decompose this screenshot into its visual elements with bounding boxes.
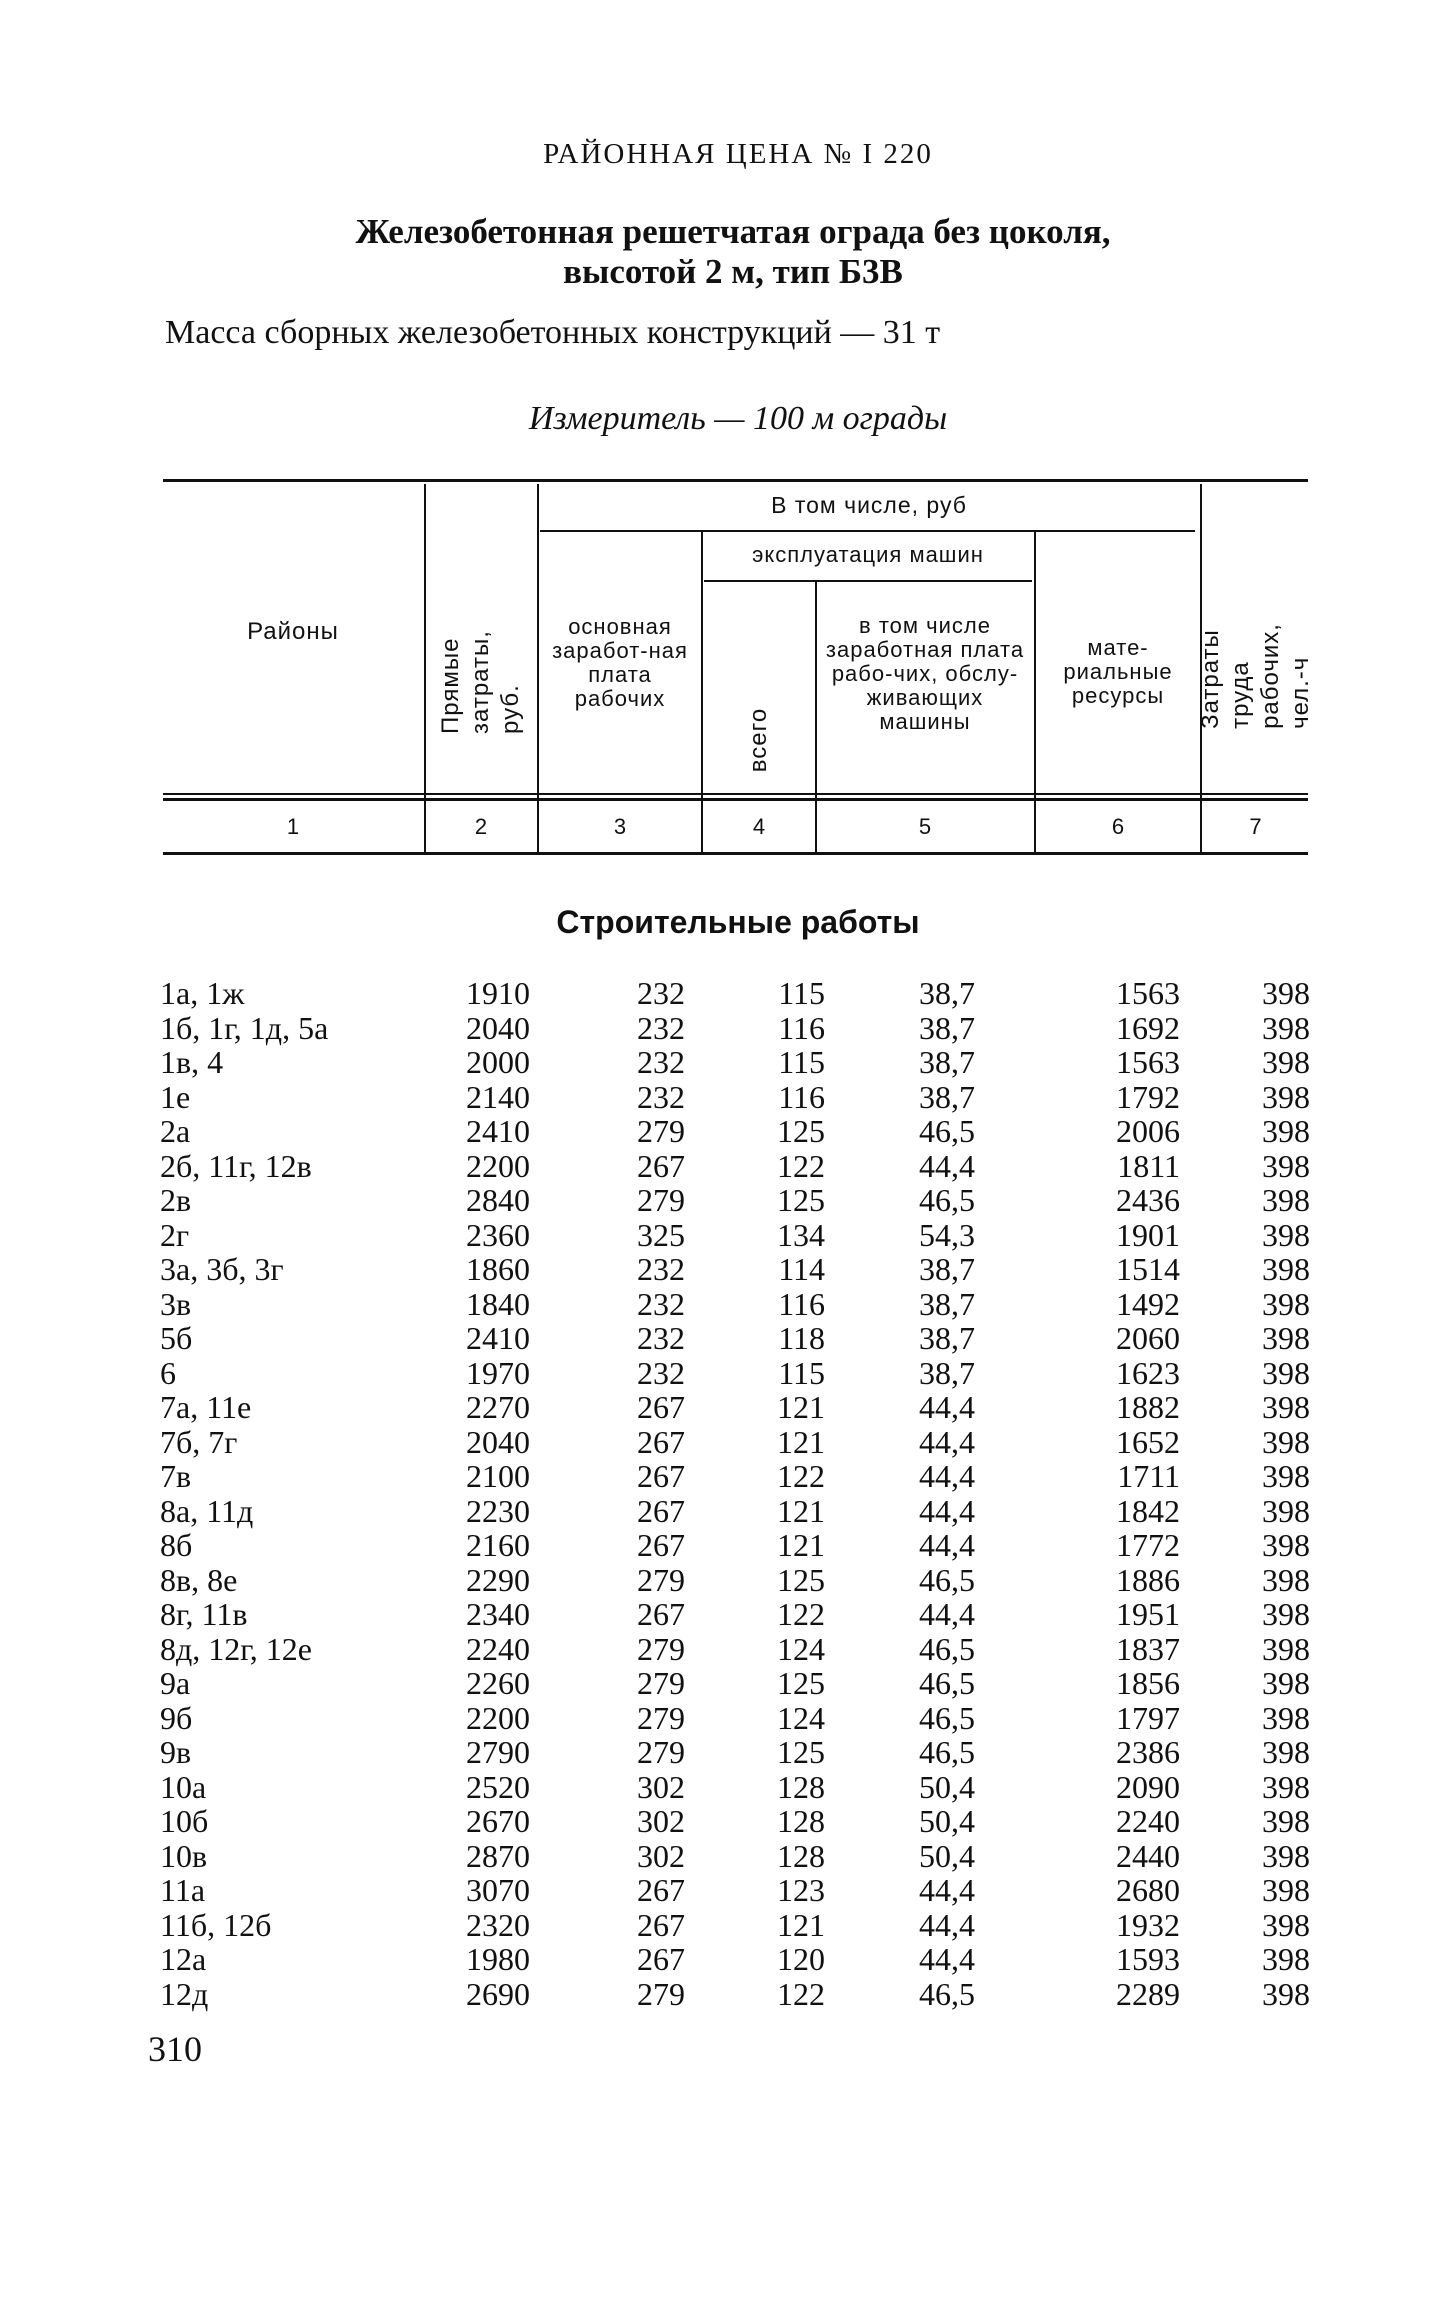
cell-region: 2а bbox=[160, 1113, 191, 1149]
cell-labor: 398 bbox=[1262, 1078, 1310, 1115]
cell-materials: 2090 bbox=[1116, 1768, 1180, 1805]
cell-materials: 1837 bbox=[1116, 1630, 1180, 1667]
cell-machines-total: 128 bbox=[777, 1768, 825, 1805]
cell-machine-wages: 44,4 bbox=[919, 1527, 975, 1563]
cell-machine-wages: 50,4 bbox=[919, 1803, 975, 1839]
cell-machine-wages: 44,4 bbox=[919, 1147, 975, 1184]
cell-labor: 398 bbox=[1262, 1527, 1310, 1563]
cell-region: 5б bbox=[160, 1320, 193, 1356]
cell-wages: 267 bbox=[637, 1389, 685, 1425]
cell-machines-total: 115 bbox=[778, 1354, 825, 1391]
cell-direct-costs: 2340 bbox=[466, 1596, 530, 1632]
cell-materials: 1563 bbox=[1116, 975, 1180, 1011]
table-row bbox=[0, 1390, 1446, 1424]
cell-direct-costs: 2230 bbox=[466, 1492, 530, 1529]
meter-text: Измеритель — 100 м ограды bbox=[528, 400, 948, 437]
cell-machines-total: 121 bbox=[777, 1389, 825, 1425]
cell-materials: 1652 bbox=[1116, 1423, 1180, 1460]
cell-machine-wages: 38,7 bbox=[919, 975, 975, 1011]
cell-labor: 398 bbox=[1262, 1009, 1310, 1046]
col-number-6: 6 bbox=[1111, 814, 1125, 839]
table-row bbox=[0, 1942, 1446, 1976]
section-title: Строительные работы bbox=[556, 904, 920, 940]
col-number-3: 3 bbox=[613, 814, 627, 839]
cell-wages: 302 bbox=[637, 1803, 685, 1839]
cell-labor: 398 bbox=[1262, 1251, 1310, 1287]
cell-materials: 1692 bbox=[1116, 1009, 1180, 1046]
cell-machines-total: 123 bbox=[777, 1872, 825, 1908]
cell-machines-total: 121 bbox=[777, 1906, 825, 1943]
cell-wages: 232 bbox=[637, 1354, 685, 1391]
cell-machines-total: 122 bbox=[777, 1596, 825, 1632]
cell-wages: 267 bbox=[637, 1423, 685, 1460]
table-row bbox=[0, 1597, 1446, 1631]
group-header: В том числе, руб bbox=[771, 492, 967, 518]
cell-labor: 398 bbox=[1262, 1182, 1310, 1218]
cell-machine-wages: 54,3 bbox=[919, 1216, 975, 1253]
cell-machines-total: 114 bbox=[778, 1251, 825, 1287]
cell-materials: 1563 bbox=[1116, 1044, 1180, 1080]
cell-machine-wages: 46,5 bbox=[919, 1113, 975, 1149]
cell-region: 3а, 3б, 3г bbox=[160, 1251, 284, 1287]
cell-wages: 279 bbox=[637, 1699, 685, 1736]
col-number-1: 1 bbox=[286, 814, 300, 839]
cell-direct-costs: 2160 bbox=[466, 1527, 530, 1563]
cell-direct-costs: 2290 bbox=[466, 1561, 530, 1598]
cell-direct-costs: 2360 bbox=[466, 1216, 530, 1253]
cell-labor: 398 bbox=[1262, 1941, 1310, 1977]
cell-region: 7а, 11е bbox=[160, 1389, 252, 1425]
cell-direct-costs: 2100 bbox=[466, 1458, 530, 1494]
cell-machines-total: 124 bbox=[777, 1699, 825, 1736]
cell-machine-wages: 50,4 bbox=[919, 1768, 975, 1805]
cell-wages: 279 bbox=[637, 1734, 685, 1770]
cell-wages: 267 bbox=[637, 1458, 685, 1494]
table-row bbox=[0, 1183, 1446, 1217]
cell-wages: 279 bbox=[637, 1630, 685, 1667]
col-number-7: 7 bbox=[1249, 814, 1262, 839]
cell-machine-wages: 44,4 bbox=[919, 1458, 975, 1494]
col-direct-costs-header bbox=[427, 570, 535, 790]
col-materials-header: мате-риальные ресурсы bbox=[1063, 635, 1173, 708]
group-underline bbox=[540, 530, 1195, 532]
machines-underline bbox=[704, 580, 1032, 582]
cell-direct-costs: 1980 bbox=[466, 1941, 530, 1977]
cell-direct-costs: 1840 bbox=[466, 1285, 530, 1322]
cell-machine-wages: 38,7 bbox=[919, 1354, 975, 1391]
cell-region: 7б, 7г bbox=[160, 1423, 238, 1460]
cell-materials: 1856 bbox=[1116, 1665, 1180, 1701]
cell-wages: 267 bbox=[637, 1941, 685, 1977]
table-row bbox=[0, 1701, 1446, 1735]
cell-direct-costs: 2410 bbox=[466, 1113, 530, 1149]
cell-direct-costs: 2200 bbox=[466, 1699, 530, 1736]
cell-direct-costs: 1860 bbox=[466, 1251, 530, 1287]
cell-wages: 279 bbox=[637, 1561, 685, 1598]
cell-direct-costs: 2040 bbox=[466, 1009, 530, 1046]
cell-machine-wages: 44,4 bbox=[919, 1872, 975, 1908]
cell-labor: 398 bbox=[1262, 1630, 1310, 1667]
cell-machine-wages: 44,4 bbox=[919, 1492, 975, 1529]
cell-machines-total: 121 bbox=[777, 1492, 825, 1529]
cell-machines-total: 116 bbox=[778, 1285, 825, 1322]
cell-direct-costs: 3070 bbox=[466, 1872, 530, 1908]
cell-materials: 1492 bbox=[1116, 1285, 1180, 1322]
cell-wages: 267 bbox=[637, 1147, 685, 1184]
table-row bbox=[0, 1666, 1446, 1700]
cell-labor: 398 bbox=[1262, 1699, 1310, 1736]
cell-direct-costs: 2040 bbox=[466, 1423, 530, 1460]
cell-materials: 2060 bbox=[1116, 1320, 1180, 1356]
table-row bbox=[0, 1804, 1446, 1838]
cell-region: 1е bbox=[160, 1078, 191, 1115]
page-header: РАЙОННАЯ ЦЕНА № I 220 bbox=[543, 138, 933, 170]
cell-labor: 398 bbox=[1262, 1975, 1310, 2012]
cell-labor: 398 bbox=[1262, 1561, 1310, 1598]
table-row bbox=[0, 1908, 1446, 1942]
cell-machines-total: 122 bbox=[777, 1147, 825, 1184]
col-labor-label: Затраты труда рабочих, чел.-ч bbox=[1196, 623, 1314, 729]
cell-wages: 302 bbox=[637, 1768, 685, 1805]
cell-machines-total: 124 bbox=[777, 1630, 825, 1667]
cell-wages: 267 bbox=[637, 1492, 685, 1529]
numbers-bottom-rule bbox=[163, 852, 1308, 855]
cell-machine-wages: 44,4 bbox=[919, 1596, 975, 1632]
cell-materials: 2680 bbox=[1116, 1872, 1180, 1908]
vline-3 bbox=[701, 532, 703, 852]
cell-region: 8д, 12г, 12е bbox=[160, 1630, 312, 1667]
cell-materials: 2006 bbox=[1116, 1113, 1180, 1149]
table-row bbox=[0, 1839, 1446, 1873]
cell-machine-wages: 38,7 bbox=[919, 1251, 975, 1287]
cell-region: 9б bbox=[160, 1699, 193, 1736]
cell-region: 6 bbox=[160, 1354, 176, 1391]
cell-direct-costs: 2320 bbox=[466, 1906, 530, 1943]
cell-machines-total: 118 bbox=[778, 1320, 825, 1356]
cell-labor: 398 bbox=[1262, 1389, 1310, 1425]
cell-machine-wages: 46,5 bbox=[919, 1182, 975, 1218]
cell-wages: 232 bbox=[637, 1320, 685, 1356]
cell-materials: 2436 bbox=[1116, 1182, 1180, 1218]
cell-region: 7в bbox=[160, 1458, 192, 1494]
table-row bbox=[0, 1218, 1446, 1252]
cell-machine-wages: 38,7 bbox=[919, 1009, 975, 1046]
cell-machines-total: 125 bbox=[777, 1665, 825, 1701]
col-wages-header: основная заработ-ная плата рабочих bbox=[552, 614, 688, 711]
header-bottom-rule bbox=[163, 798, 1308, 801]
cell-region: 2б, 11г, 12в bbox=[160, 1147, 312, 1184]
vline-4 bbox=[815, 582, 817, 852]
table-row bbox=[0, 1149, 1446, 1183]
cell-machine-wages: 50,4 bbox=[919, 1837, 975, 1874]
cell-direct-costs: 2000 bbox=[466, 1044, 530, 1080]
cell-direct-costs: 2870 bbox=[466, 1837, 530, 1874]
col-labor-header bbox=[1196, 560, 1314, 792]
cell-materials: 2289 bbox=[1116, 1975, 1180, 2012]
table-row bbox=[0, 1563, 1446, 1597]
cell-wages: 232 bbox=[637, 1009, 685, 1046]
cell-labor: 398 bbox=[1262, 1285, 1310, 1322]
cell-direct-costs: 2790 bbox=[466, 1734, 530, 1770]
cell-materials: 1623 bbox=[1116, 1354, 1180, 1391]
cell-wages: 232 bbox=[637, 1044, 685, 1080]
table-row bbox=[0, 1080, 1446, 1114]
cell-labor: 398 bbox=[1262, 1320, 1310, 1356]
cell-region: 10а bbox=[160, 1768, 207, 1805]
cell-labor: 398 bbox=[1262, 1216, 1310, 1253]
cell-machine-wages: 46,5 bbox=[919, 1975, 975, 2012]
col-machines-total-label: всего bbox=[745, 707, 772, 773]
cell-labor: 398 bbox=[1262, 1147, 1310, 1184]
cell-wages: 267 bbox=[637, 1906, 685, 1943]
cell-direct-costs: 2140 bbox=[466, 1078, 530, 1115]
cell-machine-wages: 46,5 bbox=[919, 1734, 975, 1770]
cell-machines-total: 128 bbox=[777, 1837, 825, 1874]
col-number-5: 5 bbox=[918, 814, 932, 839]
table-row bbox=[0, 1977, 1446, 2011]
cell-materials: 1886 bbox=[1116, 1561, 1180, 1598]
cell-machines-total: 121 bbox=[777, 1423, 825, 1460]
table-row bbox=[0, 1873, 1446, 1907]
cell-machines-total: 134 bbox=[777, 1216, 825, 1253]
cell-materials: 1711 bbox=[1117, 1458, 1180, 1494]
cell-direct-costs: 2270 bbox=[466, 1389, 530, 1425]
mass-text: Масса сборных железобетонных конструкций — 31 т bbox=[165, 314, 941, 351]
cell-machines-total: 125 bbox=[777, 1113, 825, 1149]
table-row bbox=[0, 1356, 1446, 1390]
table-row bbox=[0, 1321, 1446, 1355]
cell-labor: 398 bbox=[1262, 975, 1310, 1011]
cell-region: 8г, 11в bbox=[160, 1596, 248, 1632]
page-number: 310 bbox=[148, 2029, 202, 2069]
title-line-1: Железобетонная решетчатая ограда без цоколя, bbox=[355, 212, 1111, 251]
col-number-2: 2 bbox=[474, 814, 488, 839]
cell-materials: 2440 bbox=[1116, 1837, 1180, 1874]
cell-labor: 398 bbox=[1262, 1458, 1310, 1494]
cell-machines-total: 116 bbox=[778, 1078, 825, 1115]
cell-machine-wages: 46,5 bbox=[919, 1699, 975, 1736]
cell-region: 8а, 11д bbox=[160, 1492, 254, 1529]
cell-region: 1б, 1г, 1д, 5а bbox=[160, 1009, 329, 1046]
table-row bbox=[0, 1770, 1446, 1804]
cell-machines-total: 115 bbox=[778, 975, 825, 1011]
table-row bbox=[0, 1252, 1446, 1286]
cell-region: 12а bbox=[160, 1941, 207, 1977]
table-row bbox=[0, 1494, 1446, 1528]
cell-machines-total: 115 bbox=[778, 1044, 825, 1080]
cell-machine-wages: 44,4 bbox=[919, 1389, 975, 1425]
vline-2 bbox=[537, 484, 539, 852]
cell-region: 10б bbox=[160, 1803, 209, 1839]
col-machine-wages-header: в том числе заработная плата рабо-чих, обслу-живающих машины bbox=[825, 613, 1025, 734]
cell-wages: 279 bbox=[637, 1113, 685, 1149]
cell-machine-wages: 44,4 bbox=[919, 1423, 975, 1460]
cell-machines-total: 125 bbox=[777, 1561, 825, 1598]
cell-labor: 398 bbox=[1262, 1734, 1310, 1770]
cell-machine-wages: 38,7 bbox=[919, 1320, 975, 1356]
machines-group-header: эксплуатация машин bbox=[752, 542, 984, 567]
cell-materials: 1932 bbox=[1116, 1906, 1180, 1943]
table-row bbox=[0, 1632, 1446, 1666]
cell-wages: 232 bbox=[637, 1078, 685, 1115]
cell-labor: 398 bbox=[1262, 1354, 1310, 1391]
cell-machines-total: 116 bbox=[778, 1009, 825, 1046]
cell-labor: 398 bbox=[1262, 1596, 1310, 1632]
header-thin-rule bbox=[163, 793, 1308, 795]
cell-region: 11а bbox=[160, 1872, 206, 1908]
cell-direct-costs: 2240 bbox=[466, 1630, 530, 1667]
cell-labor: 398 bbox=[1262, 1492, 1310, 1529]
cell-wages: 267 bbox=[637, 1596, 685, 1632]
table-row bbox=[0, 1459, 1446, 1493]
cell-direct-costs: 2840 bbox=[466, 1182, 530, 1218]
col-machines-total-header bbox=[704, 690, 814, 790]
vline-1 bbox=[424, 484, 426, 852]
cell-machine-wages: 44,4 bbox=[919, 1941, 975, 1977]
cell-machine-wages: 38,7 bbox=[919, 1285, 975, 1322]
cell-direct-costs: 2670 bbox=[466, 1803, 530, 1839]
cell-labor: 398 bbox=[1262, 1768, 1310, 1805]
cell-wages: 279 bbox=[637, 1975, 685, 2012]
col-direct-costs-label: Прямые затраты, руб. bbox=[437, 630, 524, 734]
cell-machines-total: 125 bbox=[777, 1734, 825, 1770]
cell-wages: 232 bbox=[637, 1285, 685, 1322]
cell-direct-costs: 2520 bbox=[466, 1768, 530, 1805]
cell-wages: 232 bbox=[637, 1251, 685, 1287]
cell-region: 8б bbox=[160, 1527, 193, 1563]
cell-labor: 398 bbox=[1262, 1423, 1310, 1460]
table-row bbox=[0, 1735, 1446, 1769]
cell-region: 8в, 8е bbox=[160, 1561, 238, 1598]
cell-direct-costs: 1970 bbox=[466, 1354, 530, 1391]
cell-materials: 1514 bbox=[1116, 1251, 1180, 1287]
cell-materials: 2386 bbox=[1116, 1734, 1180, 1770]
cell-region: 9а bbox=[160, 1665, 191, 1701]
cell-materials: 1792 bbox=[1116, 1078, 1180, 1115]
cell-region: 1в, 4 bbox=[160, 1044, 224, 1080]
cell-materials: 1951 bbox=[1116, 1596, 1180, 1632]
cell-labor: 398 bbox=[1262, 1906, 1310, 1943]
col-regions-header: Районы bbox=[247, 618, 339, 645]
table-row bbox=[0, 1011, 1446, 1045]
vline-5 bbox=[1034, 532, 1036, 852]
cell-labor: 398 bbox=[1262, 1113, 1310, 1149]
col-number-4: 4 bbox=[752, 814, 766, 839]
cell-region: 9в bbox=[160, 1734, 192, 1770]
cell-wages: 279 bbox=[637, 1665, 685, 1701]
cell-machines-total: 120 bbox=[777, 1941, 825, 1977]
cell-wages: 325 bbox=[637, 1216, 685, 1253]
cell-region: 1а, 1ж bbox=[160, 975, 245, 1011]
cell-wages: 279 bbox=[637, 1182, 685, 1218]
cell-machine-wages: 46,5 bbox=[919, 1665, 975, 1701]
cell-region: 10в bbox=[160, 1837, 208, 1874]
table-row bbox=[0, 1528, 1446, 1562]
top-rule bbox=[163, 479, 1308, 482]
cell-wages: 302 bbox=[637, 1837, 685, 1874]
cell-direct-costs: 2260 bbox=[466, 1665, 530, 1701]
title-line-2: высотой 2 м, тип Б3В bbox=[563, 252, 903, 291]
cell-materials: 1772 bbox=[1116, 1527, 1180, 1563]
cell-labor: 398 bbox=[1262, 1044, 1310, 1080]
cell-labor: 398 bbox=[1262, 1837, 1310, 1874]
cell-direct-costs: 1910 bbox=[466, 975, 530, 1011]
table-row bbox=[0, 1287, 1446, 1321]
cell-wages: 267 bbox=[637, 1872, 685, 1908]
cell-wages: 267 bbox=[637, 1527, 685, 1563]
cell-materials: 1901 bbox=[1116, 1216, 1180, 1253]
cell-machine-wages: 44,4 bbox=[919, 1906, 975, 1943]
cell-materials: 1797 bbox=[1116, 1699, 1180, 1736]
cell-region: 2в bbox=[160, 1182, 192, 1218]
cell-materials: 2240 bbox=[1116, 1803, 1180, 1839]
cell-machine-wages: 46,5 bbox=[919, 1630, 975, 1667]
cell-region: 11б, 12б bbox=[160, 1906, 272, 1943]
cell-machine-wages: 38,7 bbox=[919, 1078, 975, 1115]
table-row bbox=[0, 1045, 1446, 1079]
table-row bbox=[0, 1114, 1446, 1148]
cell-machines-total: 125 bbox=[777, 1182, 825, 1218]
cell-machines-total: 128 bbox=[777, 1803, 825, 1839]
cell-region: 3в bbox=[160, 1285, 192, 1322]
cell-machine-wages: 38,7 bbox=[919, 1044, 975, 1080]
cell-region: 2г bbox=[160, 1216, 190, 1253]
cell-region: 12д bbox=[160, 1975, 209, 2012]
cell-materials: 1882 bbox=[1116, 1389, 1180, 1425]
cell-direct-costs: 2690 bbox=[466, 1975, 530, 2012]
cell-wages: 232 bbox=[637, 975, 685, 1011]
cell-machine-wages: 46,5 bbox=[919, 1561, 975, 1598]
cell-materials: 1593 bbox=[1116, 1941, 1180, 1977]
cell-labor: 398 bbox=[1262, 1803, 1310, 1839]
table-row bbox=[0, 976, 1446, 1010]
cell-labor: 398 bbox=[1262, 1665, 1310, 1701]
table-row bbox=[0, 1425, 1446, 1459]
cell-machines-total: 121 bbox=[777, 1527, 825, 1563]
cell-direct-costs: 2410 bbox=[466, 1320, 530, 1356]
cell-labor: 398 bbox=[1262, 1872, 1310, 1908]
cell-materials: 1842 bbox=[1116, 1492, 1180, 1529]
cell-materials: 1811 bbox=[1117, 1147, 1180, 1184]
cell-machines-total: 122 bbox=[777, 1458, 825, 1494]
cell-machines-total: 122 bbox=[777, 1975, 825, 2012]
cell-direct-costs: 2200 bbox=[466, 1147, 530, 1184]
